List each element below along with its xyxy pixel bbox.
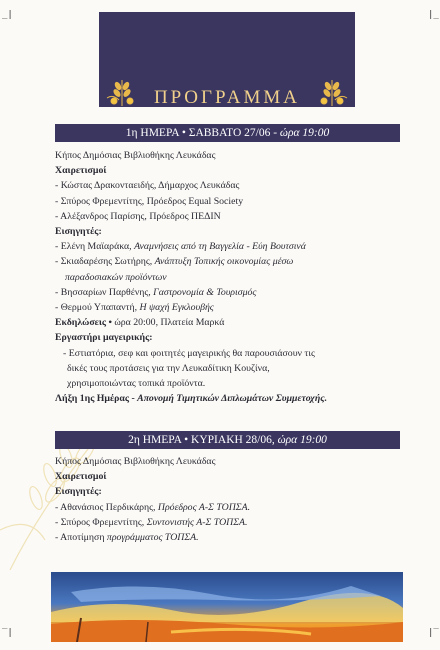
day1-header-main: 1η ΗΜΕΡΑ • ΣΑΒΒΑΤΟ 27/06 - xyxy=(125,127,278,139)
list-item: - Κώστας Δρακονταειδής, Δήμαρχος Λευκάδας xyxy=(55,180,240,192)
list-item: - Αθανάσιος Περδικάρης, Πρόεδρος Α-Σ ΤΟΠΣΑ. xyxy=(55,501,251,513)
crop-mark-top-right: |_ xyxy=(428,10,439,20)
page-title: ΠΡΟΓΡΑΜΜΑ xyxy=(153,87,301,108)
wheat-ornament-icon xyxy=(315,74,349,108)
list-item: - Βησσαρίων Παρθένης, Γαστρονομία & Τουρισμός xyxy=(55,286,257,298)
day2-header-time: ώρα 19:00 xyxy=(277,434,327,446)
list-item: - Αποτίμηση προγράμματος ΤΟΠΣΑ. xyxy=(55,532,199,544)
list-item: - Θερμού Υπαπαντή, Η ψαχή Εγκλουβής xyxy=(55,302,214,314)
list-item: - Σπύρος Φρεμεντίτης, Συντονιστής Α-Σ ΤΟΠΣΑ. xyxy=(55,516,248,528)
day1-speakers-title: Εισηγητές: xyxy=(55,226,102,238)
day2-header-main: 2η ΗΜΕΡΑ • ΚΥΡΙΑΚΗ 28/06, xyxy=(128,434,275,446)
day2-speakers-title: Εισηγητές: xyxy=(55,486,102,498)
list-item: - Αλέξανδρος Παρίσης, Πρόεδρος ΠΕΔΙΝ xyxy=(55,210,221,222)
day1-header xyxy=(55,124,400,142)
day2-header xyxy=(55,431,400,449)
day1-greetings-title: Χαιρετισμοί xyxy=(55,165,107,177)
day2-section xyxy=(55,454,405,545)
day1-header-time: ώρα 19:00 xyxy=(279,127,330,139)
day1-section xyxy=(55,148,405,406)
workshop-line: χρησιμοποιώντας τοπικά προϊόντα. xyxy=(67,378,206,390)
list-item: - Ελένη Μαϊαράκα, Αναμνήσεις από τη Βαγγελία - Εύη Βουτσινά xyxy=(55,241,306,253)
day2-greetings-title: Χαιρετισμοί xyxy=(55,471,107,483)
workshop-line: δικές τους προτάσεις για την Λευκαδίτικη Κουζίνα, xyxy=(67,362,270,374)
list-item: - Σπύρος Φρεμεντίτης, Πρόεδρος Equal Society xyxy=(55,195,244,207)
day2-venue: Κήπος Δημόσιας Βιβλιοθήκης Λευκάδας xyxy=(55,456,216,467)
list-item-continuation: παραδοσιακών προϊόντων xyxy=(65,271,167,283)
day1-workshop-title: Εργαστήρι μαγειρικής: xyxy=(55,332,153,344)
day1-closing: Λήξη 1ης Ημέρας - Απονομή Τιμητικών Διπλωμάτων Συμμετοχής. xyxy=(55,393,328,405)
day1-events: Εκδηλώσεις • ώρα 20:00, Πλατεία Μαρκά xyxy=(55,317,225,329)
crop-mark-bottom-right: |‾ xyxy=(428,628,439,638)
workshop-line: - Εστιατόρια, σεφ και φοιτητές μαγειρικής θα παρουσιάσουν τις xyxy=(63,347,315,359)
list-item: - Σκιαδαρέσης Σωτήρης, Ανάπτυξη Τοπικής οικονομίας μέσω xyxy=(55,256,294,268)
sunset-painting-image xyxy=(51,572,403,642)
crop-mark-top-left: _| xyxy=(2,10,13,20)
crop-mark-bottom-left: ‾| xyxy=(2,628,13,638)
day1-venue: Κήπος Δημόσιας Βιβλιοθήκης Λευκάδας xyxy=(55,150,216,161)
title-banner xyxy=(99,12,355,107)
